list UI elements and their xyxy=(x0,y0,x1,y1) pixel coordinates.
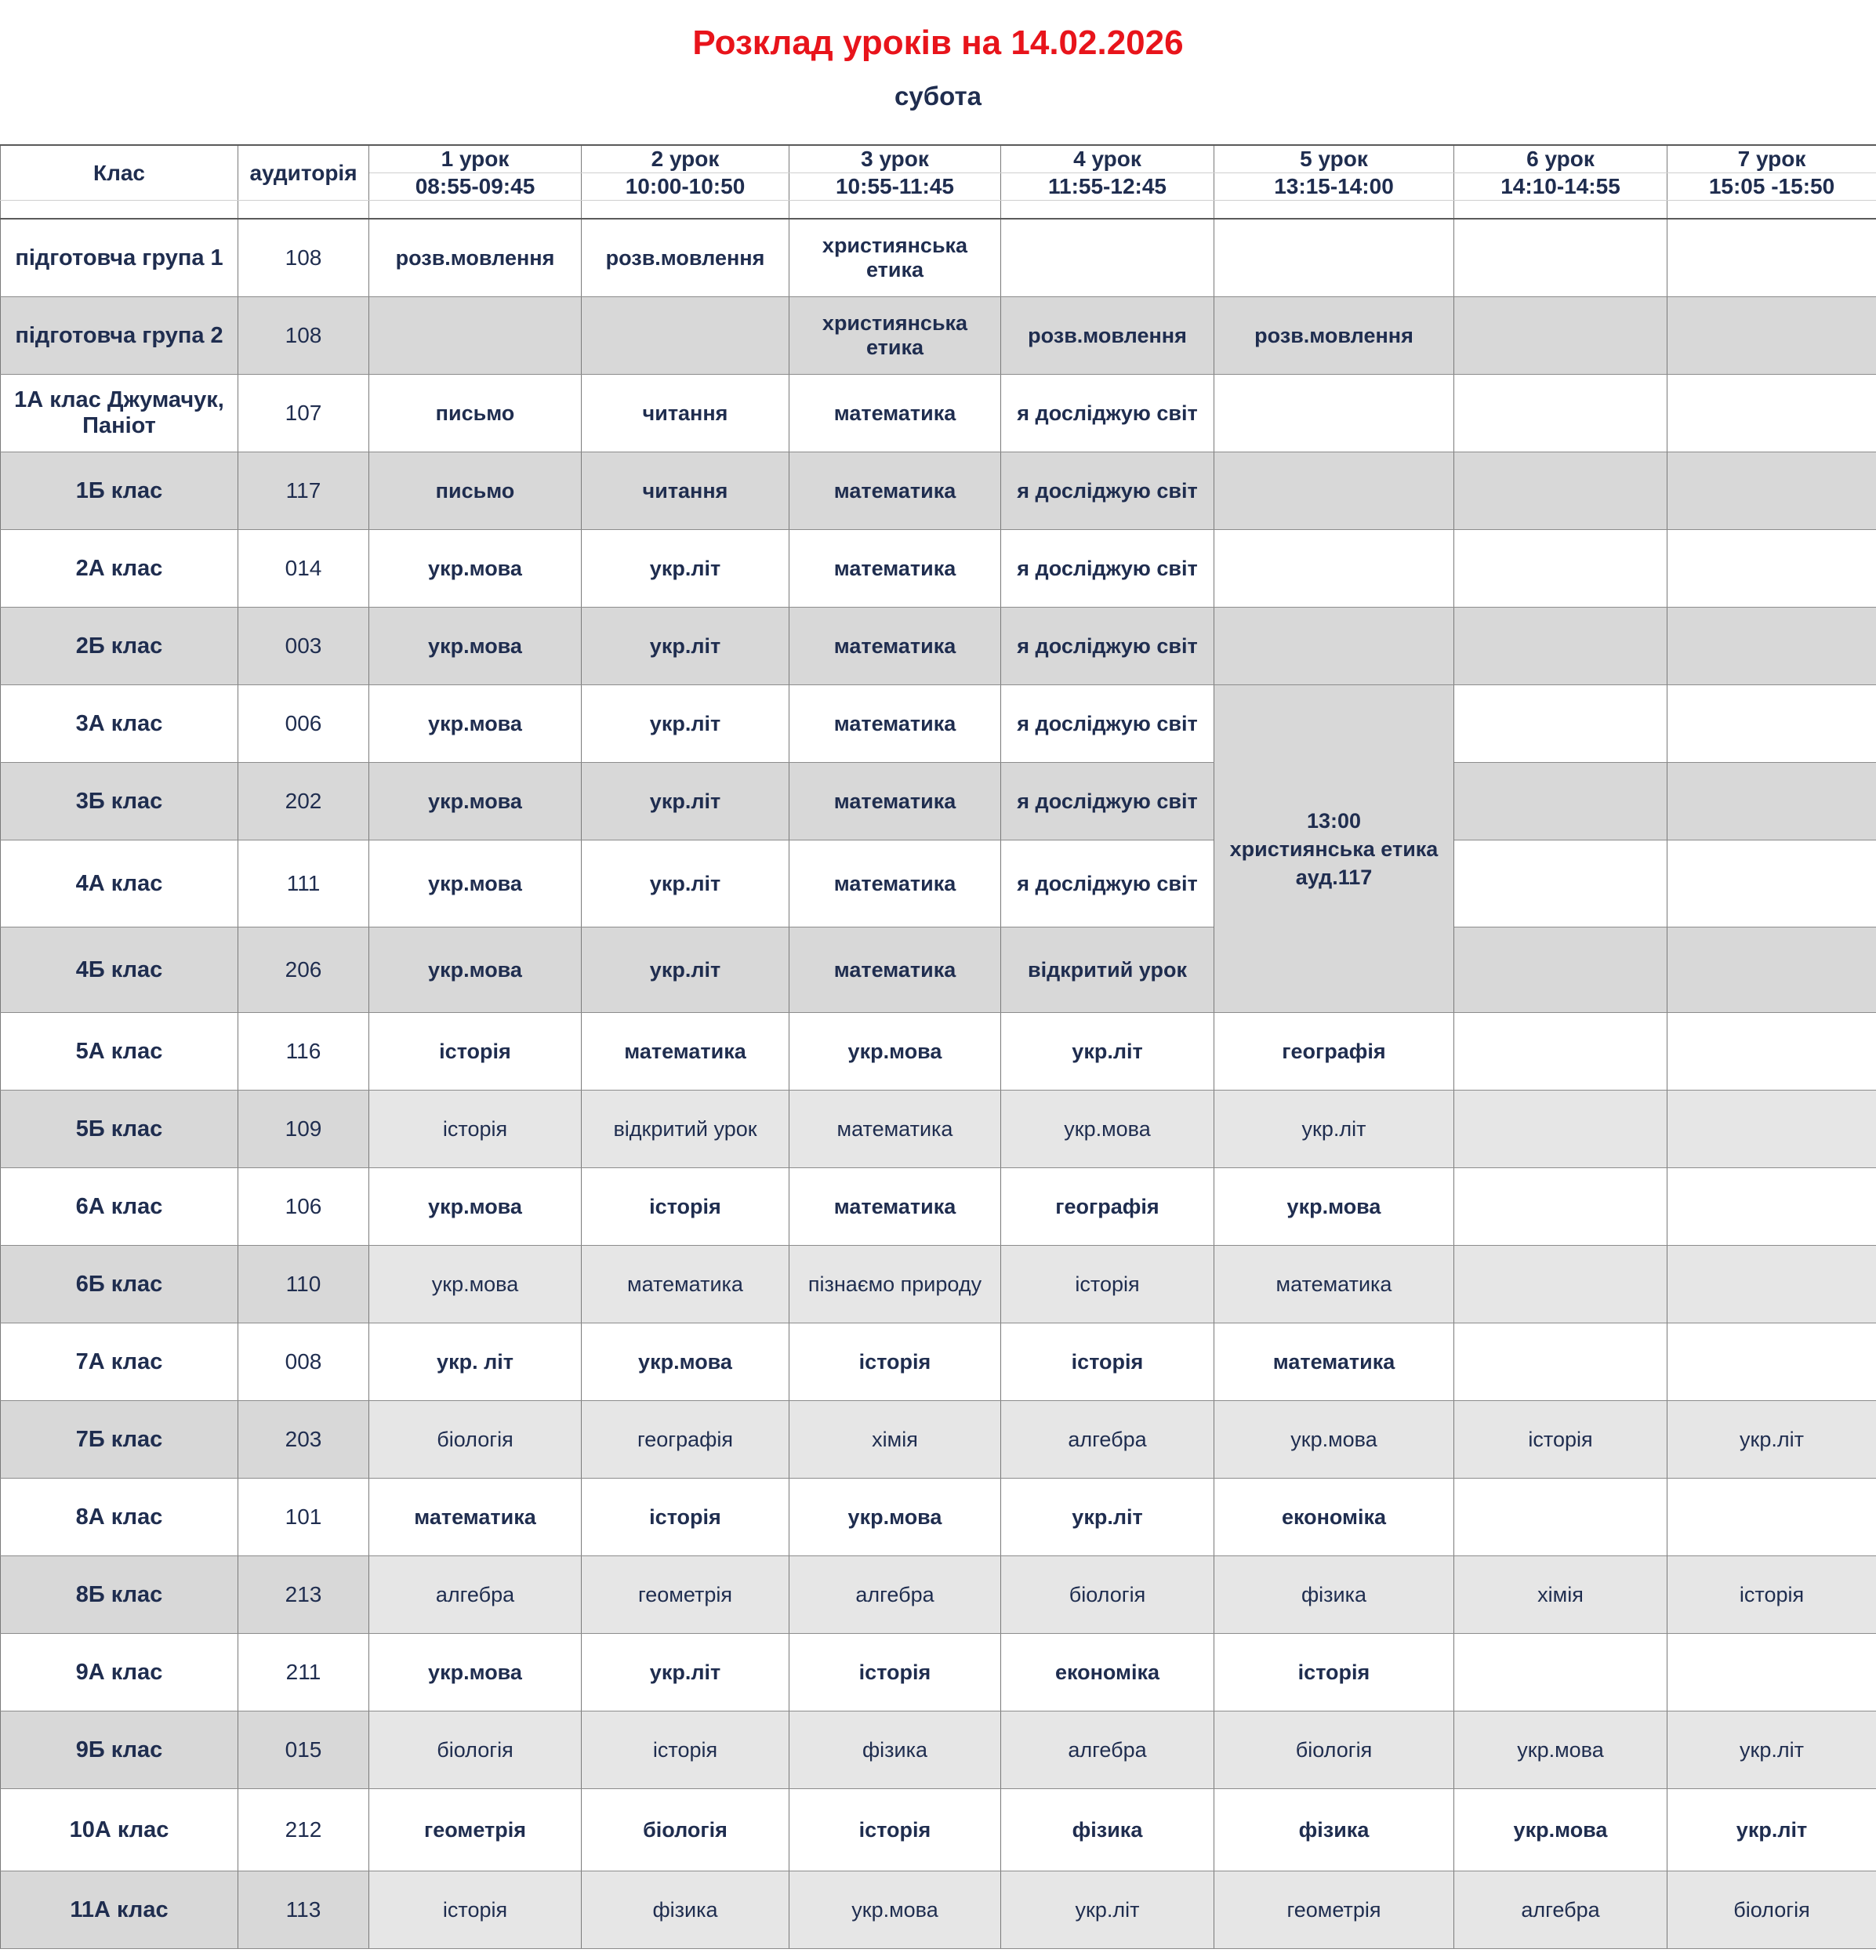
lesson-cell xyxy=(1454,840,1667,927)
lesson-cell: історія xyxy=(789,1634,1001,1711)
lesson-cell: історія xyxy=(582,1168,789,1246)
merged-event-line: ауд.117 xyxy=(1295,865,1373,889)
lesson-cell: пізнаємо природу xyxy=(789,1246,1001,1323)
room-cell: 202 xyxy=(238,763,369,840)
class-name-cell: 7А клас xyxy=(1,1323,238,1401)
lesson-cell xyxy=(1667,1168,1876,1246)
lesson-cell: укр.літ xyxy=(582,685,789,763)
header-lesson-time: 10:00-10:50 xyxy=(582,173,789,201)
class-name-cell: 6Б клас xyxy=(1,1246,238,1323)
class-name-cell: 7Б клас xyxy=(1,1401,238,1479)
class-name-cell: 2А клас xyxy=(1,530,238,608)
room-cell: 111 xyxy=(238,840,369,927)
lesson-cell: християнська етика xyxy=(789,297,1001,375)
lesson-cell: алгебра xyxy=(369,1556,582,1634)
lesson-cell: укр.мова xyxy=(789,1013,1001,1091)
lesson-cell: укр.літ xyxy=(582,530,789,608)
lesson-cell: історія xyxy=(369,1013,582,1091)
lesson-cell: укр.мова xyxy=(789,1871,1001,1949)
lesson-cell: письмо xyxy=(369,375,582,452)
room-cell: 113 xyxy=(238,1871,369,1949)
class-name-cell: 8Б клас xyxy=(1,1556,238,1634)
room-cell: 212 xyxy=(238,1789,369,1871)
lesson-cell: укр.літ xyxy=(1001,1479,1214,1556)
lesson-cell: укр.мова xyxy=(369,763,582,840)
lesson-cell: укр.літ xyxy=(1667,1401,1876,1479)
lesson-cell: укр.мова xyxy=(582,1323,789,1401)
lesson-cell: розв.мовлення xyxy=(582,219,789,297)
table-row xyxy=(1,530,1876,608)
lesson-cell xyxy=(1454,1013,1667,1091)
day-subtitle: субота xyxy=(894,82,982,111)
lesson-cell: історія xyxy=(1454,1401,1667,1479)
class-name-cell: 8А клас xyxy=(1,1479,238,1556)
table-row xyxy=(1,840,1876,927)
lesson-cell xyxy=(1454,1323,1667,1401)
lesson-cell: біологія xyxy=(369,1711,582,1789)
lesson-cell xyxy=(1001,219,1214,297)
room-cell: 213 xyxy=(238,1556,369,1634)
lesson-cell: укр.мова xyxy=(1001,1091,1214,1168)
room-cell: 211 xyxy=(238,1634,369,1711)
table-row xyxy=(1,375,1876,452)
room-cell: 014 xyxy=(238,530,369,608)
class-name-cell: 4Б клас xyxy=(1,927,238,1013)
lesson-cell xyxy=(1667,1246,1876,1323)
lesson-cell: економіка xyxy=(1214,1479,1454,1556)
room-cell: 101 xyxy=(238,1479,369,1556)
lesson-cell xyxy=(1667,1634,1876,1711)
page-title: Розклад уроків на 14.02.2026 xyxy=(692,24,1184,62)
table-row xyxy=(1,608,1876,685)
room-cell: 008 xyxy=(238,1323,369,1401)
lesson-cell: біологія xyxy=(1667,1871,1876,1949)
table-row xyxy=(1,452,1876,530)
lesson-cell: я досліджую світ xyxy=(1001,685,1214,763)
lesson-cell: географія xyxy=(582,1401,789,1479)
table-row xyxy=(1,1091,1876,1168)
lesson-cell: укр.мова xyxy=(369,927,582,1013)
lesson-cell: географія xyxy=(1214,1013,1454,1091)
lesson-cell: алгебра xyxy=(1001,1401,1214,1479)
lesson-cell: я досліджую світ xyxy=(1001,375,1214,452)
lesson-cell: історія xyxy=(582,1711,789,1789)
lesson-cell xyxy=(1667,219,1876,297)
lesson-cell: математика xyxy=(789,840,1001,927)
lesson-cell: фізика xyxy=(1214,1789,1454,1871)
class-name-cell: підготовча група 2 xyxy=(1,297,238,375)
lesson-cell: укр.мова xyxy=(1214,1168,1454,1246)
lesson-cell: розв.мовлення xyxy=(369,219,582,297)
lesson-cell: фізика xyxy=(1001,1789,1214,1871)
lesson-cell: історія xyxy=(1214,1634,1454,1711)
lesson-cell: математика xyxy=(789,1091,1001,1168)
room-cell: 109 xyxy=(238,1091,369,1168)
room-cell: 108 xyxy=(238,297,369,375)
lesson-cell: я досліджую світ xyxy=(1001,840,1214,927)
lesson-cell: укр.літ xyxy=(582,1634,789,1711)
lesson-cell xyxy=(1214,219,1454,297)
lesson-cell: розв.мовлення xyxy=(1001,297,1214,375)
table-row xyxy=(1,685,1876,763)
lesson-cell: укр.мова xyxy=(369,530,582,608)
class-name-cell: 6А клас xyxy=(1,1168,238,1246)
lesson-cell: відкритий урок xyxy=(582,1091,789,1168)
table-row xyxy=(1,1013,1876,1091)
header-lesson-name: 7 урок xyxy=(1667,145,1876,173)
header-spacer xyxy=(582,201,789,220)
lesson-cell: відкритий урок xyxy=(1001,927,1214,1013)
lesson-cell: фізика xyxy=(582,1871,789,1949)
lesson-cell xyxy=(1667,840,1876,927)
lesson-cell: укр.літ xyxy=(1667,1711,1876,1789)
class-name-cell: 1Б клас xyxy=(1,452,238,530)
lesson-cell: читання xyxy=(582,375,789,452)
header-lesson-name: 6 урок xyxy=(1454,145,1667,173)
lesson-cell: укр.мова xyxy=(789,1479,1001,1556)
room-cell: 108 xyxy=(238,219,369,297)
header-spacer xyxy=(1,201,238,220)
lesson-cell xyxy=(1454,375,1667,452)
table-row xyxy=(1,219,1876,297)
schedule-body xyxy=(1,219,1876,1949)
lesson-cell: укр.літ xyxy=(582,608,789,685)
header-lesson-time: 15:05 -15:50 xyxy=(1667,173,1876,201)
class-name-cell: 10А клас xyxy=(1,1789,238,1871)
lesson-cell xyxy=(1454,685,1667,763)
lesson-cell: математика xyxy=(789,1168,1001,1246)
table-row xyxy=(1,763,1876,840)
lesson-cell: укр.літ xyxy=(1001,1871,1214,1949)
header-spacer xyxy=(369,201,582,220)
lesson-cell: я досліджую світ xyxy=(1001,763,1214,840)
lesson-cell: хімія xyxy=(1454,1556,1667,1634)
table-row xyxy=(1,1711,1876,1789)
lesson-cell: укр.літ xyxy=(582,763,789,840)
room-cell: 116 xyxy=(238,1013,369,1091)
lesson-cell: фізика xyxy=(789,1711,1001,1789)
header-lesson-name: 3 урок xyxy=(789,145,1001,173)
lesson-cell: розв.мовлення xyxy=(1214,297,1454,375)
lesson-cell: географія xyxy=(1001,1168,1214,1246)
table-row xyxy=(1,1168,1876,1246)
lesson-cell: я досліджую світ xyxy=(1001,452,1214,530)
header-room: аудиторія xyxy=(238,145,369,201)
header-lesson-name: 5 урок xyxy=(1214,145,1454,173)
header-spacer xyxy=(238,201,369,220)
lesson-cell: укр.літ xyxy=(582,927,789,1013)
lesson-cell: біологія xyxy=(1214,1711,1454,1789)
lesson-cell: історія xyxy=(369,1091,582,1168)
lesson-cell: математика xyxy=(1214,1323,1454,1401)
table-row xyxy=(1,1401,1876,1479)
header-spacer xyxy=(1214,201,1454,220)
header-lesson-time: 14:10-14:55 xyxy=(1454,173,1667,201)
lesson-cell xyxy=(1454,1634,1667,1711)
lesson-cell: фізика xyxy=(1214,1556,1454,1634)
lesson-cell xyxy=(1667,297,1876,375)
lesson-cell xyxy=(1454,927,1667,1013)
header-spacer xyxy=(1001,201,1214,220)
lesson-cell: укр.мова xyxy=(1454,1789,1667,1871)
class-name-cell: 9А клас xyxy=(1,1634,238,1711)
lesson-cell: математика xyxy=(789,375,1001,452)
lesson-cell: математика xyxy=(789,530,1001,608)
lesson-cell: укр.мова xyxy=(369,1634,582,1711)
lesson-cell: історія xyxy=(1667,1556,1876,1634)
lesson-cell: алгебра xyxy=(789,1556,1001,1634)
header-lesson-name: 4 урок xyxy=(1001,145,1214,173)
header-lesson-name: 2 урок xyxy=(582,145,789,173)
schedule-table xyxy=(0,144,1876,1949)
table-row xyxy=(1,1556,1876,1634)
lesson-cell xyxy=(1454,530,1667,608)
lesson-cell: математика xyxy=(582,1013,789,1091)
room-cell: 015 xyxy=(238,1711,369,1789)
class-name-cell: 3Б клас xyxy=(1,763,238,840)
lesson-cell xyxy=(369,297,582,375)
room-cell: 003 xyxy=(238,608,369,685)
lesson-cell: біологія xyxy=(582,1789,789,1871)
room-cell: 206 xyxy=(238,927,369,1013)
lesson-cell xyxy=(1667,763,1876,840)
lesson-cell: християнська етика xyxy=(789,219,1001,297)
lesson-cell: математика xyxy=(789,685,1001,763)
lesson-cell: математика xyxy=(789,608,1001,685)
room-cell: 006 xyxy=(238,685,369,763)
class-name-cell: підготовча група 1 xyxy=(1,219,238,297)
lesson-cell: геометрія xyxy=(582,1556,789,1634)
lesson-cell: математика xyxy=(789,452,1001,530)
lesson-cell xyxy=(1454,1246,1667,1323)
lesson-cell xyxy=(1667,1479,1876,1556)
lesson-cell xyxy=(1454,219,1667,297)
lesson-cell: алгебра xyxy=(1454,1871,1667,1949)
room-cell: 107 xyxy=(238,375,369,452)
lesson-cell: історія xyxy=(369,1871,582,1949)
lesson-cell xyxy=(1454,297,1667,375)
class-name-cell: 9Б клас xyxy=(1,1711,238,1789)
lesson-cell: укр. літ xyxy=(369,1323,582,1401)
header-lesson-name: 1 урок xyxy=(369,145,582,173)
lesson-cell xyxy=(1214,530,1454,608)
room-cell: 203 xyxy=(238,1401,369,1479)
table-row xyxy=(1,1789,1876,1871)
lesson-cell: математика xyxy=(369,1479,582,1556)
lesson-cell: я досліджую світ xyxy=(1001,608,1214,685)
lesson-cell: історія xyxy=(1001,1246,1214,1323)
table-row xyxy=(1,927,1876,1013)
table-row xyxy=(1,1246,1876,1323)
header-spacer xyxy=(1454,201,1667,220)
lesson-cell xyxy=(1214,375,1454,452)
merged-event-cell xyxy=(1214,685,1454,1013)
lesson-cell: письмо xyxy=(369,452,582,530)
header-spacer xyxy=(789,201,1001,220)
room-cell: 106 xyxy=(238,1168,369,1246)
class-name-cell: 4А клас xyxy=(1,840,238,927)
lesson-cell xyxy=(1454,452,1667,530)
lesson-cell xyxy=(1667,375,1876,452)
lesson-cell: геометрія xyxy=(369,1789,582,1871)
class-name-cell: 3А клас xyxy=(1,685,238,763)
lesson-cell xyxy=(1214,608,1454,685)
lesson-cell xyxy=(1667,530,1876,608)
header-lesson-time: 08:55-09:45 xyxy=(369,173,582,201)
lesson-cell: укр.мова xyxy=(1454,1711,1667,1789)
header-lesson-time: 10:55-11:45 xyxy=(789,173,1001,201)
lesson-cell: укр.літ xyxy=(1001,1013,1214,1091)
lesson-cell xyxy=(1214,452,1454,530)
table-row xyxy=(1,1871,1876,1949)
lesson-cell: історія xyxy=(789,1323,1001,1401)
class-name-cell: 11А клас xyxy=(1,1871,238,1949)
header-spacer xyxy=(1667,201,1876,220)
table-row xyxy=(1,297,1876,375)
lesson-cell xyxy=(1454,1168,1667,1246)
lesson-cell: математика xyxy=(789,763,1001,840)
lesson-cell: укр.літ xyxy=(1214,1091,1454,1168)
header-lesson-time: 11:55-12:45 xyxy=(1001,173,1214,201)
lesson-cell: я досліджую світ xyxy=(1001,530,1214,608)
lesson-cell xyxy=(582,297,789,375)
lesson-cell xyxy=(1667,685,1876,763)
lesson-cell: геометрія xyxy=(1214,1871,1454,1949)
lesson-cell xyxy=(1667,1323,1876,1401)
class-name-cell: 5А клас xyxy=(1,1013,238,1091)
lesson-cell: історія xyxy=(1001,1323,1214,1401)
lesson-cell: математика xyxy=(582,1246,789,1323)
lesson-cell xyxy=(1667,1091,1876,1168)
lesson-cell: укр.мова xyxy=(1214,1401,1454,1479)
lesson-cell: укр.мова xyxy=(369,840,582,927)
lesson-cell xyxy=(1667,927,1876,1013)
lesson-cell: укр.літ xyxy=(582,840,789,927)
lesson-cell: хімія xyxy=(789,1401,1001,1479)
room-cell: 110 xyxy=(238,1246,369,1323)
lesson-cell: історія xyxy=(789,1789,1001,1871)
lesson-cell: економіка xyxy=(1001,1634,1214,1711)
class-name-cell: 5Б клас xyxy=(1,1091,238,1168)
lesson-cell: укр.мова xyxy=(369,608,582,685)
lesson-cell xyxy=(1667,608,1876,685)
lesson-cell xyxy=(1454,1479,1667,1556)
lesson-cell xyxy=(1454,763,1667,840)
class-name-cell: 1А клас Джумачук, Паніот xyxy=(1,375,238,452)
lesson-cell xyxy=(1667,1013,1876,1091)
room-cell: 117 xyxy=(238,452,369,530)
lesson-cell: укр.мова xyxy=(369,1168,582,1246)
lesson-cell: алгебра xyxy=(1001,1711,1214,1789)
lesson-cell xyxy=(1454,608,1667,685)
table-row xyxy=(1,1323,1876,1401)
lesson-cell: укр.мова xyxy=(369,1246,582,1323)
lesson-cell: математика xyxy=(1214,1246,1454,1323)
lesson-cell: біологія xyxy=(369,1401,582,1479)
table-row xyxy=(1,1479,1876,1556)
merged-event-line: 13:00 xyxy=(1306,808,1362,833)
lesson-cell: читання xyxy=(582,452,789,530)
merged-event-line: християнська етика xyxy=(1229,837,1439,861)
header-class: Клас xyxy=(1,145,238,201)
lesson-cell: укр.літ xyxy=(1667,1789,1876,1871)
table-row xyxy=(1,1634,1876,1711)
lesson-cell xyxy=(1454,1091,1667,1168)
lesson-cell xyxy=(1667,452,1876,530)
lesson-cell: математика xyxy=(789,927,1001,1013)
class-name-cell: 2Б клас xyxy=(1,608,238,685)
lesson-cell: укр.мова xyxy=(369,685,582,763)
lesson-cell: біологія xyxy=(1001,1556,1214,1634)
lesson-cell: історія xyxy=(582,1479,789,1556)
header-lesson-time: 13:15-14:00 xyxy=(1214,173,1454,201)
